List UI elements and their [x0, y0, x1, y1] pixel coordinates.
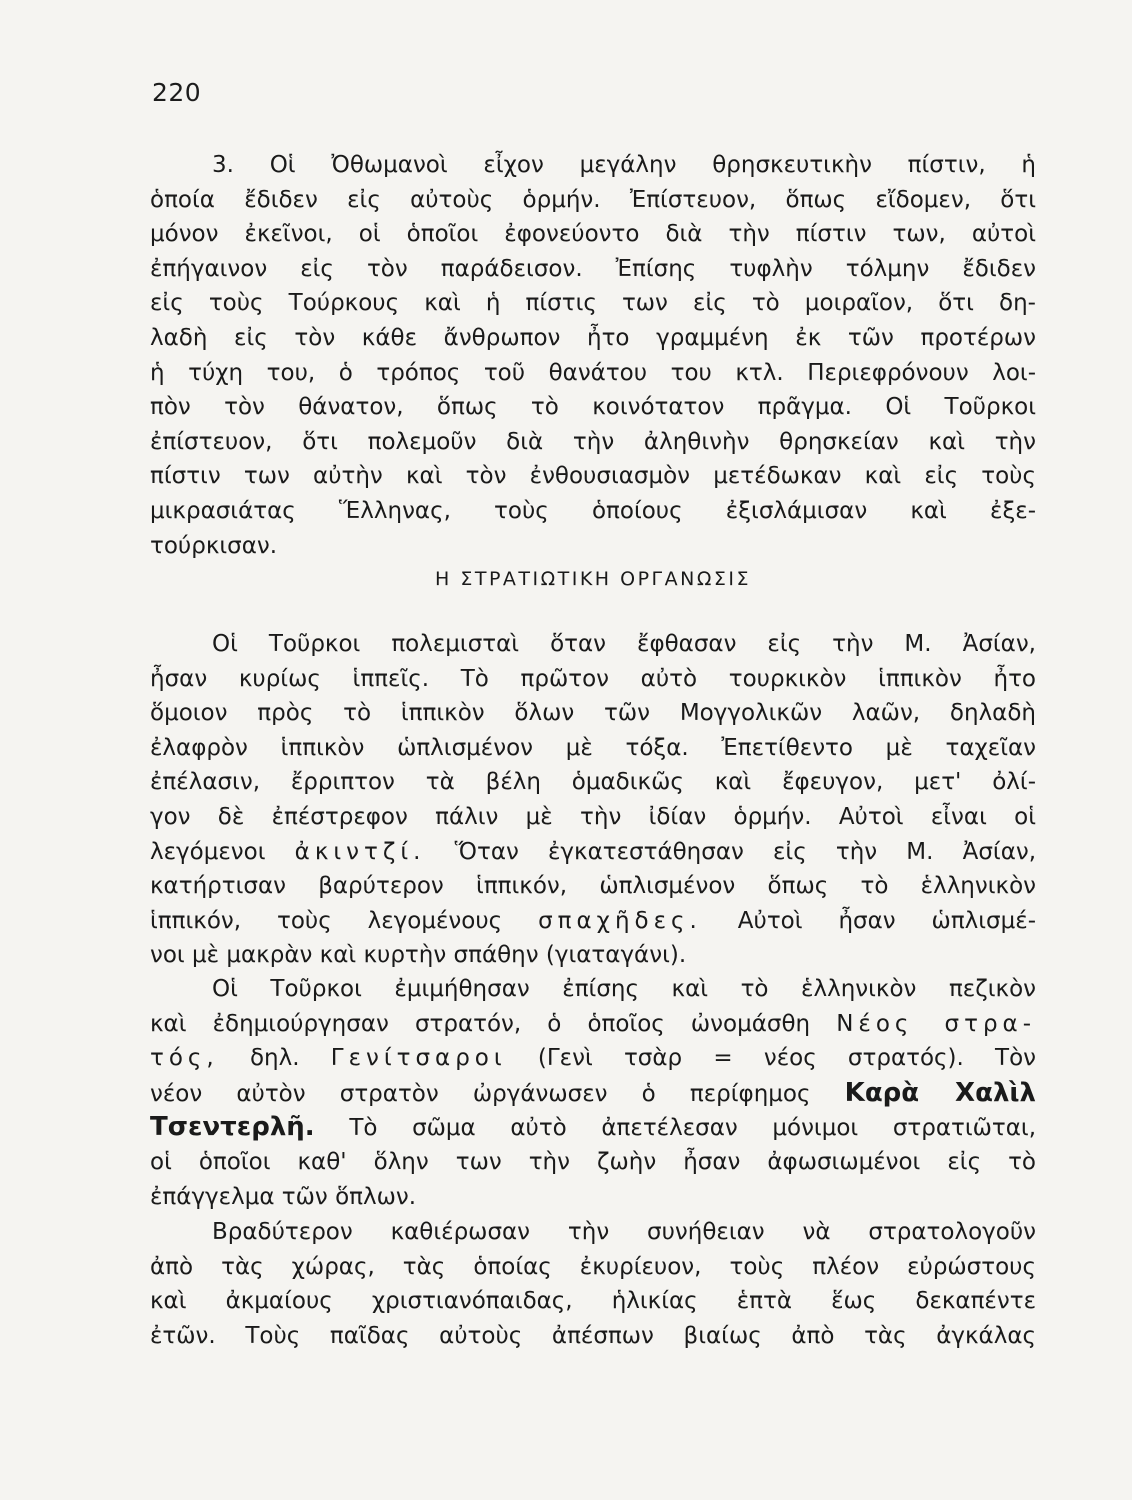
text-line: οἱ ὁποῖοι καθ' ὅλην των τὴν ζωὴν ἦσαν ἀφωσιωμένοι εἰς τὸ	[150, 1148, 1036, 1175]
text-line: γον δὲ ἐπέστρεφον πάλιν μὲ τὴν ἰδίαν ὁρμήν. Αὐτοὶ εἶναι οἱ	[150, 803, 1036, 830]
text-line: μικρασιάτας Ἕλληνας, τοὺς ὁποίους ἐξισλάμισαν καὶ ἐξε-	[150, 497, 1036, 524]
text-fragment: νέον αὐτὸν στρατὸν ὠργάνωσεν ὁ περίφημος	[150, 1080, 811, 1107]
text-line: τούρκισαν.	[150, 532, 278, 559]
text-line: ἡ τύχη του, ὁ τρόπος τοῦ θανάτου του κτλ. Περιεφρόνουν λοι-	[150, 359, 1036, 386]
text-line	[150, 835, 1036, 870]
text-line	[150, 1007, 1036, 1042]
text-line: Βραδύτερον καθιέρωσαν τὴν συνήθειαν νὰ στρατολογοῦν	[212, 1219, 1036, 1245]
text-line: καὶ ἀκμαίους χριστιανόπαιδας, ἡλικίας ἑπτὰ ἕως δεκαπέντε	[150, 1288, 1036, 1315]
text-line: ἐλαφρὸν ἱππικὸν ὡπλισμένον μὲ τόξα. Ἐπετίθεντο μὲ ταχεῖαν	[150, 734, 1036, 761]
text-fragment: Τὸ σῶμα αὐτὸ ἀπετέλεσαν μόνιμοι στρατιῶται,	[349, 1115, 1037, 1142]
paragraph-janissaries	[150, 972, 1036, 1214]
emphasized-term-neos-stratos-end: τός,	[150, 1045, 219, 1072]
page-number: 220	[152, 78, 202, 107]
text-line: ἐπάγγελμα τῶν ὅπλων.	[150, 1183, 417, 1210]
text-line: ἐπίστευον, ὅτι πολεμοῦν διὰ τὴν ἀληθινὴν θρησκείαν καὶ τὴν	[150, 428, 1036, 455]
text-line: ἀπὸ τὰς χώρας, τὰς ὁποίας ἐκυρίευον, τοὺς πλέον εὐρώστους	[150, 1253, 1036, 1280]
text-line: ἐτῶν. Τοὺς παῖδας αὐτοὺς ἀπέσπων βιαίως ἀπὸ τὰς ἀγκάλας	[150, 1322, 1036, 1349]
text-line: ὅμοιον πρὸς τὸ ἱππικὸν ὅλων τῶν Μογγολικῶν λαῶν, δηλαδὴ	[150, 700, 1036, 727]
text-line: 3. Οἱ Ὀθωμανοὶ εἶχον μεγάλην θρησκευτικὴν πίστιν, ἡ	[212, 152, 1036, 178]
text-line: ἐπήγαινον εἰς τὸν παράδεισον. Ἐπίσης τυφλὴν τόλμην ἔδιδεν	[150, 255, 1036, 282]
emphasized-term-neos-stratos: Νέος στρα-	[836, 1010, 1037, 1037]
text-line: λαδὴ εἰς τὸν κάθε ἄνθρωπον ἦτο γραμμένη ἐκ τῶν προτέρων	[150, 324, 1036, 351]
section-heading: Η ΣΤΡΑΤΙΩΤΙΚΗ ΟΡΓΑΝΩΣΙΣ	[435, 568, 751, 590]
emphasized-term-spahides: σπαχῆδες.	[538, 907, 702, 934]
emphasized-term-genitsaroi: Γενίτσαροι	[330, 1045, 507, 1072]
text-fragment: (Γενὶ τσὰρ = νέος στρατός). Τὸν	[537, 1045, 1036, 1072]
text-line: πίστιν των αὐτὴν καὶ τὸν ἐνθουσιασμὸν μετέδωκαν καὶ εἰς τοὺς	[150, 463, 1036, 490]
text-fragment: καὶ ἐδημιούργησαν στρατόν, ὁ ὁποῖος ὠνομάσθη	[150, 1010, 811, 1037]
text-line: ὁποία ἔδιδεν εἰς αὐτοὺς ὁρμήν. Ἐπίστευον, ὅπως εἴδομεν, ὅτι	[150, 186, 1036, 213]
bold-name-kara-halil: Καρὰ Χαλὶλ	[844, 1077, 1037, 1108]
text-line: μόνον ἐκεῖνοι, οἱ ὁποῖοι ἐφονεύοντο διὰ τὴν πίστιν των, αὐτοὶ	[150, 221, 1036, 248]
text-line	[150, 1110, 1036, 1145]
text-line: κατήρτισαν βαρύτερον ἱππικόν, ὡπλισμένον ὅπως τὸ ἑλληνικὸν	[150, 873, 1036, 900]
text-line	[150, 904, 1036, 939]
text-line: πὸν τὸν θάνατον, ὅπως τὸ κοινότατον πρᾶγμα. Οἱ Τοῦρκοι	[150, 394, 1036, 421]
text-fragment: λεγόμενοι	[150, 838, 266, 865]
text-line	[150, 1041, 1036, 1076]
text-line: Οἱ Τοῦρκοι πολεμισταὶ ὅταν ἔφθασαν εἰς τὴν Μ. Ἀσίαν,	[212, 631, 1036, 657]
text-fragment: ἱππικόν, τοὺς λεγομένους	[150, 907, 503, 934]
text-line: Οἱ Τοῦρκοι ἐμιμήθησαν ἐπίσης καὶ τὸ ἑλληνικὸν πεζικὸν	[212, 976, 1036, 1002]
text-line: νοι μὲ μακρὰν καὶ κυρτὴν σπάθην (γιαταγάνι).	[150, 942, 687, 969]
text-line	[150, 1076, 1036, 1111]
bold-name-tsenterli: Τσεντερλῆ.	[150, 1112, 315, 1143]
text-fragment: Ὅταν ἐγκατεστάθησαν εἰς τὴν Μ. Ἀσίαν,	[454, 838, 1037, 865]
paragraph-cavalry	[150, 627, 1036, 973]
text-fragment: δηλ.	[249, 1045, 300, 1072]
emphasized-term-akintzi: ἀκιντζί.	[294, 838, 426, 865]
text-line: εἰς τοὺς Τούρκους καὶ ἡ πίστις των εἰς τὸ μοιραῖον, ὅτι δη-	[150, 290, 1036, 317]
text-line: ἐπέλασιν, ἔρριπτον τὰ βέλη ὁμαδικῶς καὶ ἔφευγον, μετ' ὀλί-	[150, 769, 1036, 796]
paragraph-devshirme	[150, 1215, 1036, 1353]
text-line: ἦσαν κυρίως ἱππεῖς. Τὸ πρῶτον αὐτὸ τουρκικὸν ἱππικὸν ἦτο	[150, 665, 1036, 692]
text-fragment: Αὐτοὶ ἦσαν ὡπλισμέ-	[737, 907, 1037, 934]
paragraph-ottoman-faith	[150, 148, 1036, 563]
